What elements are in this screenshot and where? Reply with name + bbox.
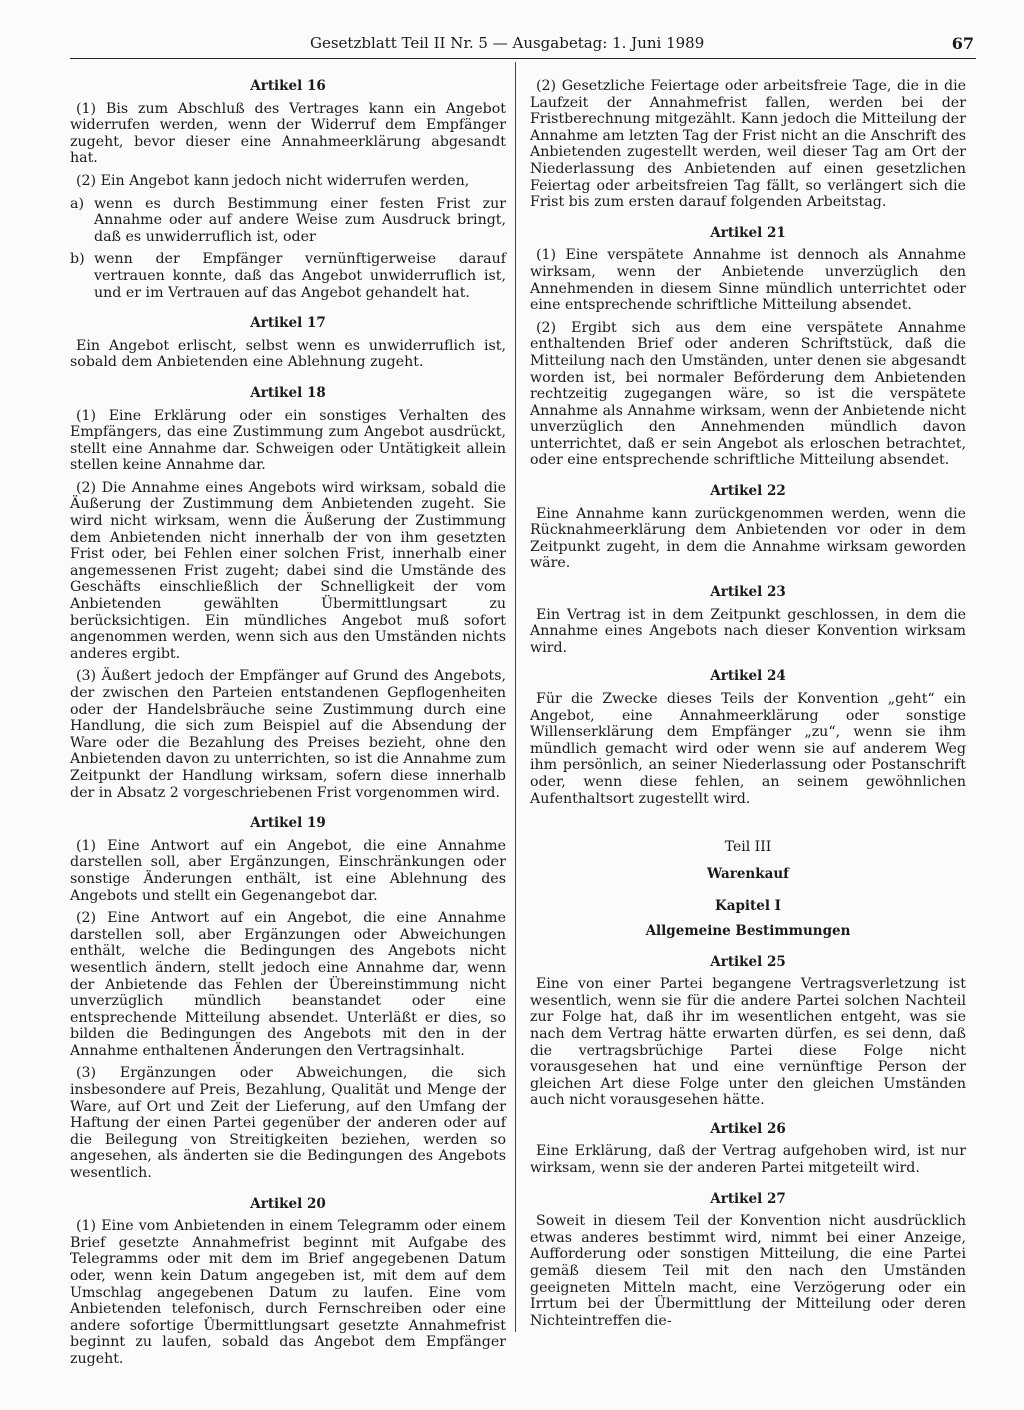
paragraph: (2) Ein Angebot kann jedoch nicht widerrufen werden, (76, 172, 470, 189)
article-heading: Artikel 26 (710, 1120, 786, 1137)
list-item (70, 251, 506, 301)
article-heading: Artikel 16 (250, 78, 326, 94)
paragraph: Eine Annahme kann zurückgenommen werden, wenn die Rücknahmeerklärung dem Anbietenden vor oder in dem Zeitpunkt zugeht, in dem die Annahme wirksam geworden wäre. (530, 505, 966, 572)
paragraph: (2) Gesetzliche Feiertage oder arbeitsfreie Tage, die in die Laufzeit der Annahmefrist fallen, werden bei der Fristberechnung mitgezählt. Kann jedoch die Mitteilung der Annahme am letzten Tag der Frist nicht an die Anschrift des Anbietenden zugestellt werden, weil dieser Tag am Ort der Niederlassung des Anbietenden auf einen gesetzlichen Feiertag oder arbeitsfreien Tag fällt, so verlängert sich die Frist bis zum ersten darauf folgenden Arbeitstag. (530, 78, 966, 211)
chapter-title: Allgemeine Bestimmungen (645, 922, 851, 939)
paragraph: (2) Die Annahme eines Angebots wird wirksam, sobald die Äußerung der Zustimmung dem Anbietenden zugeht. Sie wird nicht wirksam, wenn die Äußerung der Zustimmung dem Anbietenden nicht innerhalb der von ihm gesetzten Frist oder, bei Fehlen einer solchen Frist, innerhalb einer angemessenen Frist zugeht; dabei sind die Umstände des Geschäfts einschließlich der Schnelligkeit der vom Anbietenden gewählten Übermittlungsart zu berücksichtigen. Ein mündliches Angebot muß sofort angenommen werden, wenn sich aus den Umständen nichts anderes ergibt. (70, 479, 506, 662)
page-header (70, 34, 974, 60)
article-heading: Artikel 19 (250, 815, 326, 832)
paragraph: (3) Äußert jedoch der Empfänger auf Grund des Angebots, der zwischen den Parteien entstandenen Gepflogenheiten oder der Handelsbräuche seine Zustimmung durch eine Handlung, die sich zum Beispiel auf die Absendung der Ware oder die Bezahlung des Preises bezieht, ohne den Anbietenden davon zu unterrichten, so ist die Annahme zum Zeitpunkt der Handlung wirksam, sofern diese innerhalb der in Absatz 2 vorgeschriebenen Frist vorgenommen wird. (70, 668, 506, 801)
article-heading: Artikel 17 (250, 315, 326, 332)
paragraph: (2) Ergibt sich aus dem eine verspätete Annahme enthaltenden Brief oder anderen Schriftstück, daß die Mitteilung nach den Umständen, unter denen sie abgesandt worden ist, bei normaler Beförderung dem Anbietenden rechtzeitig zugegangen wäre, so ist die verspätete Annahme als Annahme wirksam, wenn der Anbietende nicht unverzüglich den Annehmenden mündlich davon unterrichtet, daß er sein Angebot als erloschen betrachtet, oder eine entsprechende schriftliche Mitteilung absendet. (530, 319, 966, 469)
list-label: a) (70, 195, 84, 212)
list-text: wenn es durch Bestimmung einer festen Frist zur Annahme oder auf andere Weise zum Ausdruck bringt, daß es unwiderruflich ist, oder (94, 195, 506, 245)
part-title: Warenkauf (707, 865, 789, 882)
paragraph: (1) Eine Erklärung oder ein sonstiges Verhalten des Empfängers, das eine Zustimmung zum Angebot ausdrückt, stellt eine Annahme dar. Schweigen oder Untätigkeit allein stellen keine Annahme dar. (70, 407, 506, 474)
article-heading: Artikel 22 (710, 483, 786, 500)
page-number: 67 (951, 34, 974, 53)
article-heading: Artikel 20 (250, 1195, 326, 1212)
article-heading: Artikel 21 (710, 224, 786, 241)
column-divider (515, 62, 516, 1332)
paragraph: Für die Zwecke dieses Teils der Konvention „geht“ ein Angebot, eine Annahmeerklärung oder sonstige Willenserklärung dem Empfänger „zu“, wenn sie ihm mündlich gemacht wird oder wenn sie auf anderem Weg ihm persönlich, an seiner Niederlassung oder Postanschrift oder, wenn diese fehlen, an seinem gewöhnlichen Aufenthaltsort zugestellt wird. (530, 691, 966, 807)
paragraph: (2) Eine Antwort auf ein Angebot, die eine Annahme darstellen soll, aber Ergänzungen oder Abweichungen enthält, welche die Bedingungen des Angebots nicht wesentlich ändern, stellt jedoch eine Annahme dar, wenn der Anbietende das Fehlen der Übereinstimmung nicht unverzüglich mündlich beanstandet oder eine entsprechende Mitteilung absendet. Unterläßt er dies, so bilden die Bedingungen des Angebots mit den in der Annahme enthaltenen Änderungen den Vertragsinhalt. (70, 910, 506, 1059)
paragraph: (1) Eine Antwort auf ein Angebot, die eine Annahme darstellen soll, aber Ergänzungen, Einschränkungen oder sonstige Änderungen enthält, ist eine Ablehnung des Angebots und stellt ein Gegenangebot dar. (70, 837, 506, 904)
list-label: b) (70, 251, 85, 268)
header-rule (70, 58, 976, 59)
part-heading: Teil III (724, 839, 772, 856)
paragraph: (3) Ergänzungen oder Abweichungen, die sich insbesondere auf Preis, Bezahlung, Qualität und Menge der Ware, auf Ort und Zeit der Lieferung, auf den Umfang der Haftung der einen Partei gegenüber der anderen oder auf die Beilegung von Streitigkeiten beziehen, werden so angesehen, als änderten sie die Bedingungen des Angebots wesentlich. (70, 1065, 506, 1182)
article-heading: Artikel 23 (710, 584, 786, 601)
left-column (70, 70, 506, 1374)
paragraph: Ein Vertrag ist in dem Zeitpunkt geschlossen, in dem die Annahme eines Angebots nach dieser Konvention wirksam wird. (530, 606, 966, 656)
paragraph: (1) Bis zum Abschluß des Vertrages kann ein Angebot widerrufen werden, wenn der Widerruf dem Empfänger zugeht, bevor dieser eine Annahmeerklärung abgesandt hat. (70, 100, 506, 167)
paragraph: Eine Erklärung, daß der Vertrag aufgehoben wird, ist nur wirksam, wenn sie der anderen Partei mitgeteilt wird. (530, 1143, 966, 1177)
paragraph: (1) Eine verspätete Annahme ist dennoch als Annahme wirksam, wenn der Anbietende unverzüglich den Annehmenden in diesem Sinne mündlich unterrichtet oder eine entsprechende schriftliche Mitteilung absendet. (530, 247, 966, 314)
paragraph: Eine von einer Partei begangene Vertragsverletzung ist wesentlich, wenn sie für die andere Partei solchen Nachteil zur Folge hat, daß ihr im wesentlichen entgeht, was sie nach dem Vertrag hätte erwarten dürfen, es sei denn, daß die vertragsbrüchige Partei diese Folge nicht vorausgesehen hat und eine vernünftige Person der gleichen Art diese Folge unter den gleichen Umständen auch nicht vorausgesehen hätte. (530, 976, 966, 1109)
right-column (530, 70, 966, 1335)
paragraph: Ein Angebot erlischt, selbst wenn es unwiderruflich ist, sobald dem Anbietenden eine Ablehnung zugeht. (70, 337, 506, 371)
chapter-heading: Kapitel I (714, 898, 782, 915)
header-title: Gesetzblatt Teil II Nr. 5 — Ausgabetag: 1. Juni 1989 (310, 34, 705, 52)
list-item (70, 196, 506, 246)
article-heading: Artikel 18 (250, 384, 326, 401)
list-text: wenn der Empfänger vernünftigerweise darauf vertrauen konnte, daß das Angebot unwiderruflich ist, und er im Vertrauen auf das Angebot gehandelt hat. (94, 251, 506, 301)
article-heading: Artikel 27 (710, 1190, 786, 1207)
paragraph: (1) Eine vom Anbietenden in einem Telegramm oder einem Brief gesetzte Annahmefrist beginnt mit Aufgabe des Telegramms oder mit dem im Brief angegebenen Datum oder, wenn kein Datum angegeben ist, mit dem auf dem Umschlag angegebenen Datum zu laufen. Eine vom Anbietenden telefonisch, durch Fernschreiben oder eine andere sofortige Übermittlungsart gesetzte Annahmefrist beginnt zu laufen, sobald das Angebot dem Empfänger zugeht. (70, 1218, 506, 1367)
paragraph: Soweit in diesem Teil der Konvention nicht ausdrücklich etwas anderes bestimmt wird, nimmt bei einer Anzeige, Aufforderung oder sonstigen Mitteilung, die eine Partei gemäß diesem Teil mit den nach den Umständen geeigneten Mitteln macht, eine Verzögerung oder ein Irrtum bei der Übermittlung der Mitteilung oder deren Nichteintreffen die- (530, 1213, 966, 1329)
article-heading: Artikel 24 (710, 668, 786, 685)
article-heading: Artikel 25 (710, 953, 786, 970)
